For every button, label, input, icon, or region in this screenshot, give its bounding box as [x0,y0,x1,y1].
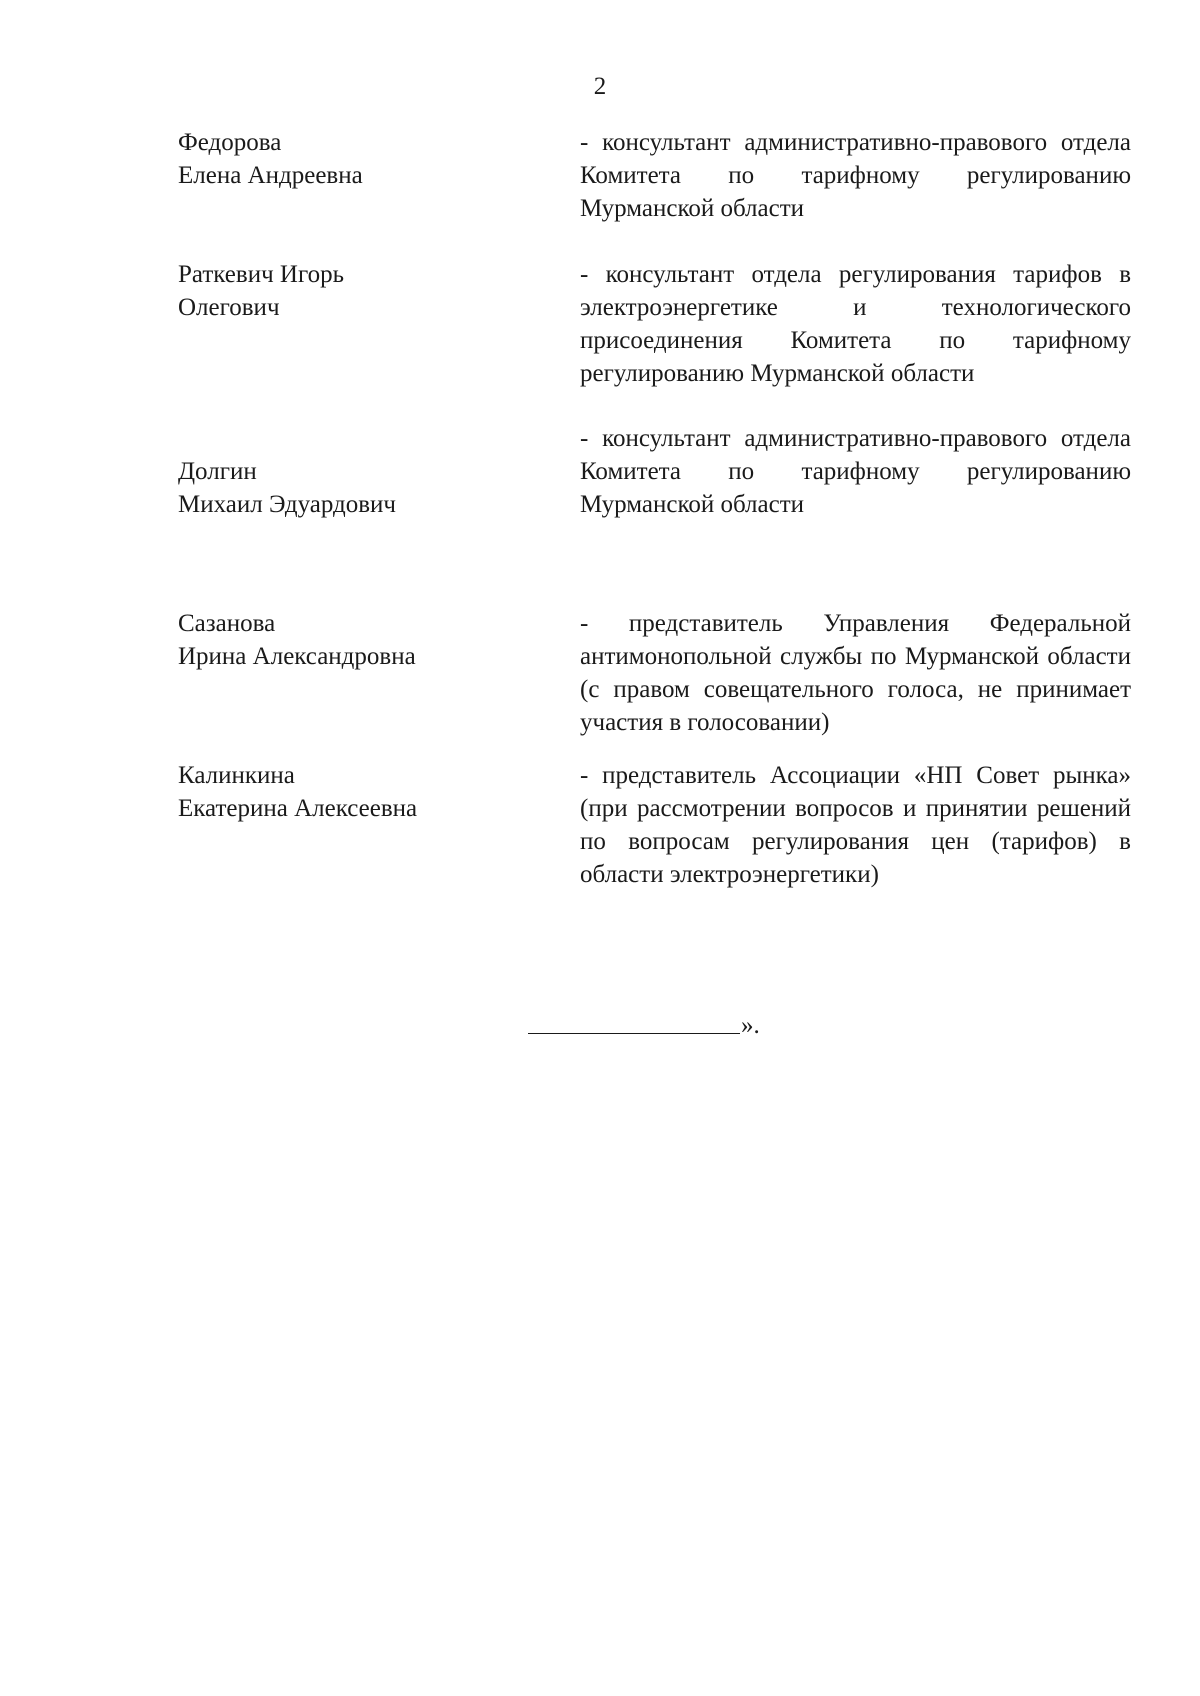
member-surname: Сазанова [178,610,276,637]
member-role: - представитель Управления Федеральной антимонопольной службы по Мурманской области (с правом совещательного голоса, не принимает участия в голосовании) [580,610,1131,736]
member-name [178,607,518,673]
member-name [178,455,518,521]
member-given-names: Олегович [178,294,280,321]
member-name [178,258,518,324]
closing-separator [528,1002,760,1042]
member-given-names: Елена Андреевна [178,162,363,189]
member-surname: Долгин [178,458,257,485]
member-given-names: Ирина Александровна [178,643,416,670]
member-surname: Раткевич Игорь [178,261,344,288]
closing-quote: ». [741,1012,760,1039]
page-number: 2 [593,73,607,100]
member-role: - консультант административно-правового отдела Комитета по тарифному регулированию Мурманской области [580,425,1131,518]
member-given-names: Михаил Эдуардович [178,491,396,518]
member-name [178,126,518,192]
member-role: - консультант отдела регулирования тарифов в электроэнергетике и технологического присоединения Комитета по тарифному регулированию Мурманской области [580,261,1131,387]
member-surname: Калинкина [178,762,295,789]
member-given-names: Екатерина Алексеевна [178,795,418,822]
member-surname: Федорова [178,129,282,156]
member-name [178,759,518,825]
member-role: - представитель Ассоциации «НП Совет рынка» (при рассмотрении вопросов и принятии решений по вопросам регулирования цен (тарифов) в области электроэнергетики) [580,762,1131,888]
member-role: - консультант административно-правового отдела Комитета по тарифному регулированию Мурманской области [580,129,1131,222]
separator-line [528,1033,740,1034]
